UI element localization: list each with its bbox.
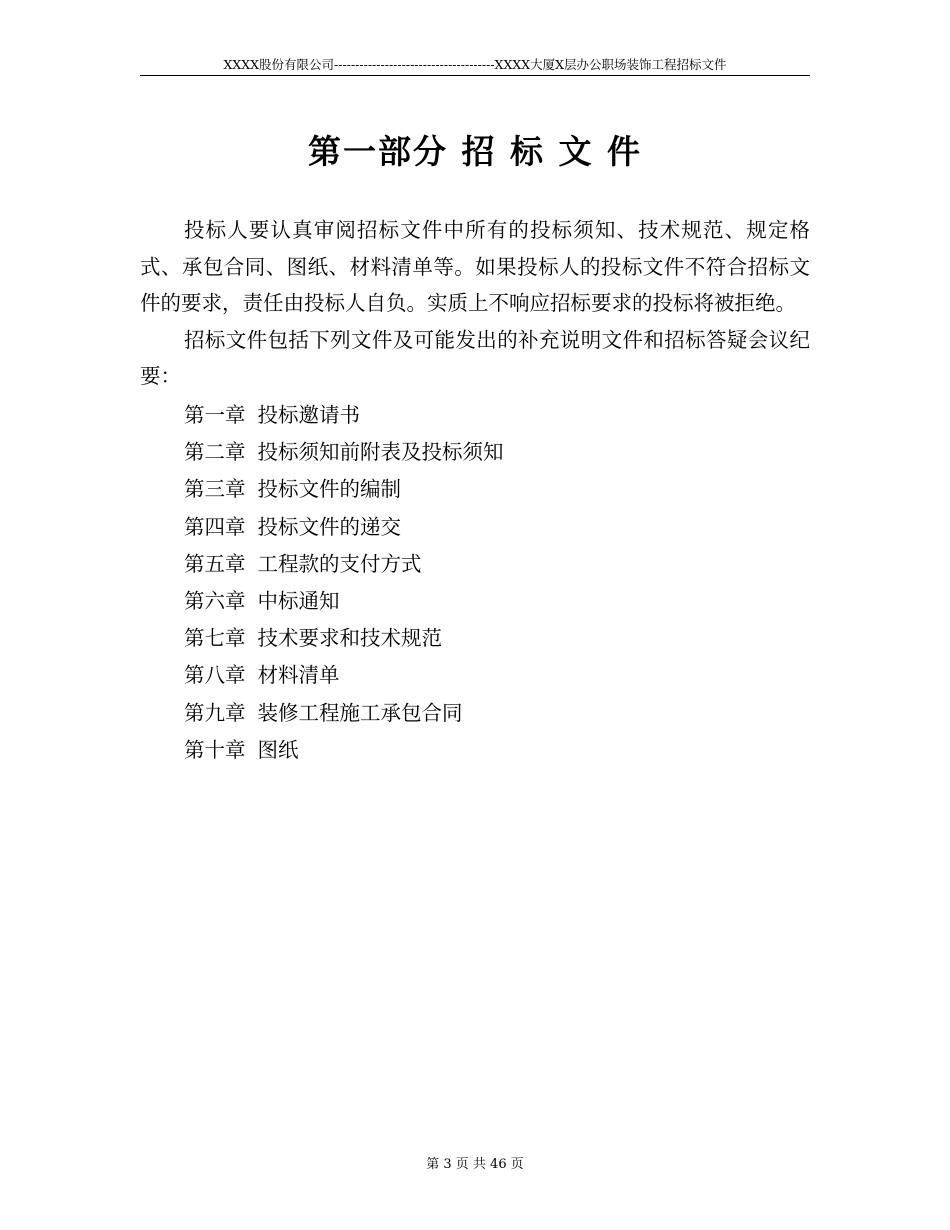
page-footer: 第 3 页 共 46 页	[426, 1157, 524, 1172]
intro-text	[140, 212, 810, 395]
chapter-title: 技术要求和技术规范	[257, 626, 442, 651]
chapter-number: 第十章	[184, 737, 246, 762]
chapter-title: 投标须知前附表及投标须知	[257, 440, 504, 465]
chapter-number: 第一章	[184, 403, 246, 427]
paragraph-1: 投标人要认真审阅招标文件中所有的投标须知、技术规范、规定格式、承包合同、图纸、材料清单等。如果投标人的投标文件不符合招标文件的要求，责任由投标人自负。实质上不响应招标要求的投标将被拒绝。	[140, 218, 810, 315]
chapter-item	[184, 657, 504, 694]
chapter-title: 材料清单	[257, 663, 340, 688]
chapter-item	[184, 509, 504, 546]
chapter-item	[184, 620, 504, 657]
chapter-title: 工程款的支付方式	[257, 551, 422, 576]
chapter-number: 第五章	[184, 551, 246, 576]
chapter-number: 第二章	[184, 440, 246, 465]
header-divider	[140, 75, 810, 76]
chapter-number: 第七章	[184, 626, 246, 651]
chapter-title: 投标文件的递交	[257, 514, 401, 539]
chapter-item	[184, 434, 504, 471]
chapter-title: 装修工程施工承包合同	[257, 700, 463, 725]
chapter-title: 中标通知	[257, 589, 340, 614]
chapter-item	[184, 471, 504, 508]
chapter-number: 第六章	[184, 589, 246, 614]
chapter-title: 投标文件的编制	[257, 477, 401, 502]
running-header: XXXX股份有限公司--------------------------------------XXXX大厦X层办公职场装饰工程招标文件	[223, 57, 727, 72]
chapter-title: 投标邀请书	[257, 403, 360, 427]
chapter-item	[184, 546, 504, 583]
chapter-item	[184, 583, 504, 620]
page-title: 第一部分 招 标 文 件	[308, 132, 642, 171]
paragraph-2: 招标文件包括下列文件及可能发出的补充说明文件和招标答疑会议纪要：	[140, 327, 810, 388]
chapter-item	[184, 732, 504, 769]
chapter-number: 第九章	[184, 700, 246, 725]
chapter-number: 第八章	[184, 663, 246, 688]
chapter-title: 图纸	[257, 737, 299, 762]
chapter-number: 第四章	[184, 514, 246, 539]
chapter-list	[184, 397, 504, 769]
chapter-number: 第三章	[184, 477, 246, 502]
chapter-item	[184, 397, 504, 434]
chapter-item	[184, 695, 504, 732]
